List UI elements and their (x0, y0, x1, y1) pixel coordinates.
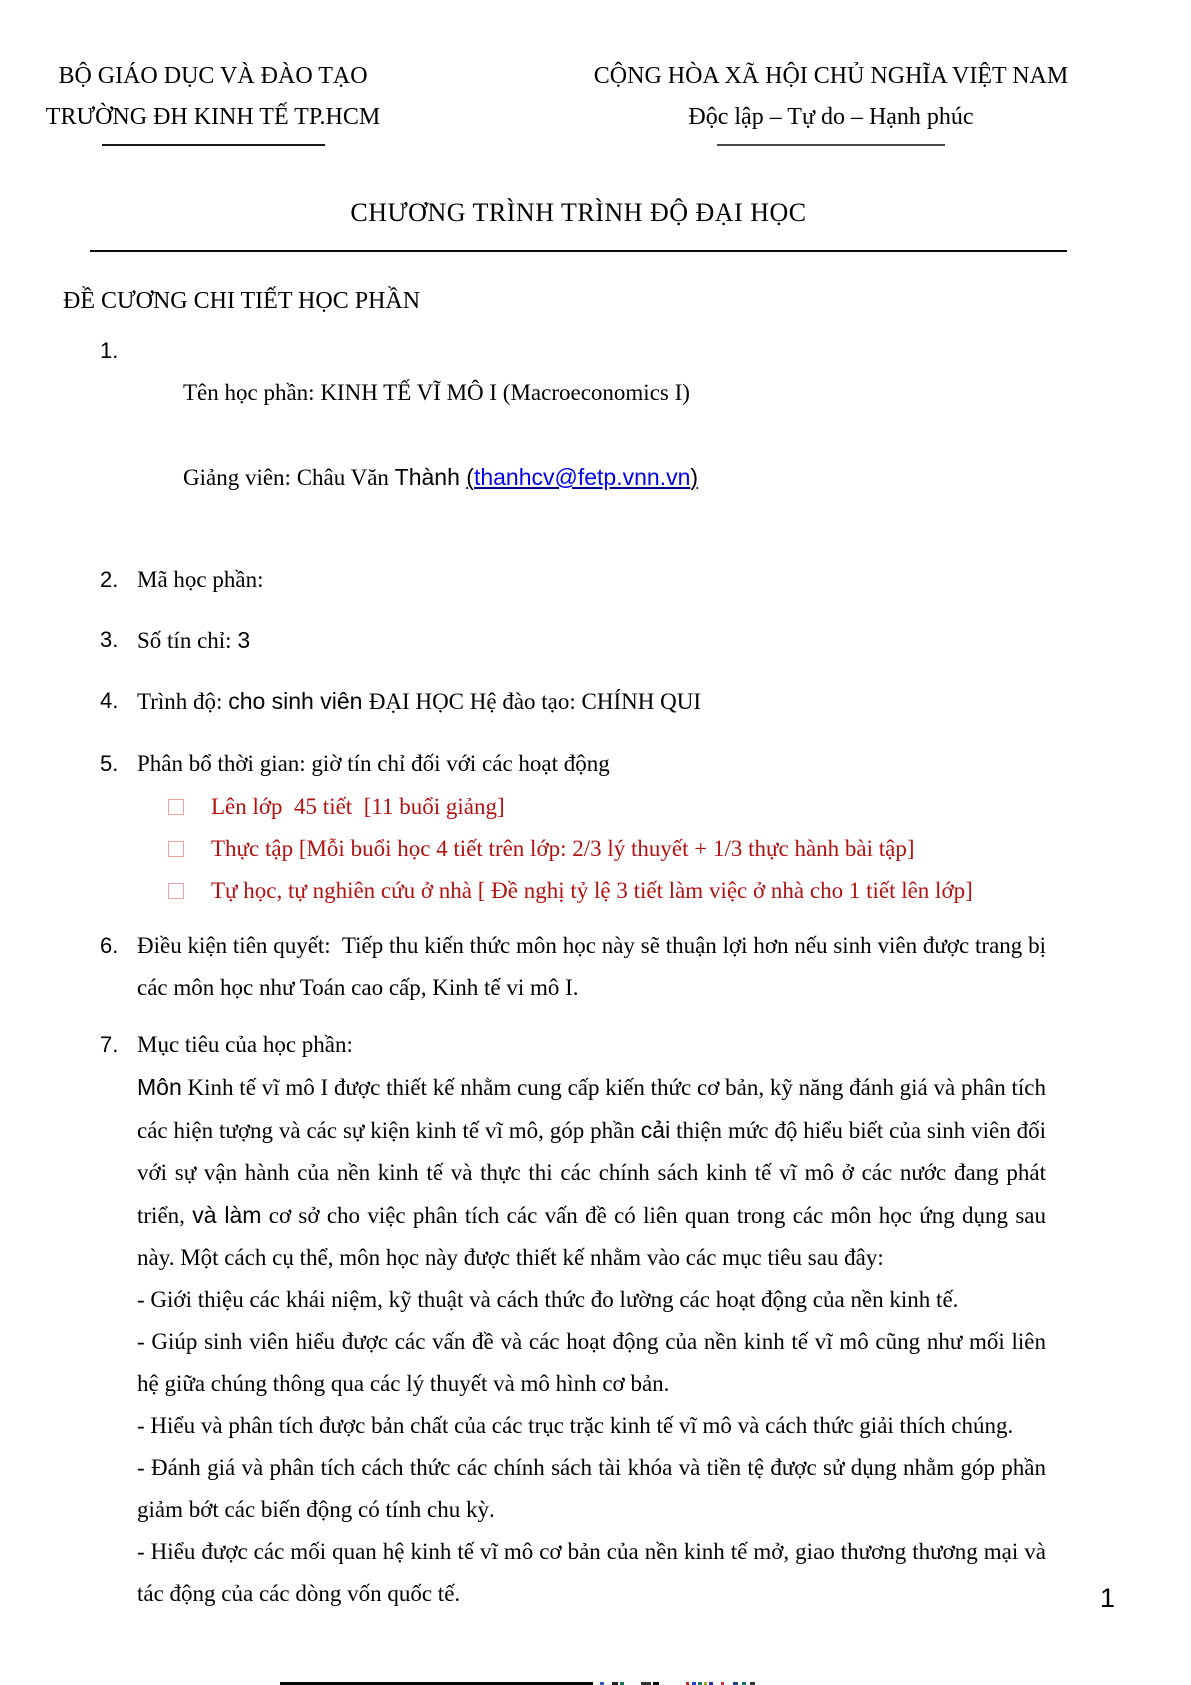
objective-item: - Hiểu được các mối quan hệ kinh tế vĩ mô cơ bản của nền kinh tế mở, giao thương thương mại và tác động của các dòng vốn quốc tế. (137, 1539, 1052, 1606)
paren-open: ( (466, 464, 474, 490)
course-name: Tên học phần: KINH TẾ VĨ MÔ I (Macroeconomics I) (183, 380, 690, 405)
header-left-block (38, 56, 388, 146)
paren-close: ) (690, 464, 699, 490)
objective-item: - Giúp sinh viên hiểu được các vấn đề và các hoạt động của nền kinh tế vĩ mô cũng như mối liên hệ giữa chúng thông qua các lý thuyết và mô hình cơ bản. (137, 1329, 1052, 1396)
syllabus-content (100, 330, 1052, 1615)
credit-label: Số tín chỉ: (137, 628, 238, 653)
syllabus-item-2 (100, 559, 1046, 601)
item-3-number: 3. (100, 627, 119, 652)
para-fragment: thiện mức độ hiểu biết của sinh viên đối với sự vận hành của nền kinh tế và thực thi các chính sách kinh tế vĩ mô ở các nước đang phát triển, (137, 1118, 1052, 1228)
list-item (168, 870, 1046, 912)
level-audience: cho sinh viên (228, 688, 369, 714)
course-code-label: Mã học phần: (137, 567, 264, 592)
national-motto: Độc lập – Tự do – Hạnh phúc (688, 104, 974, 130)
objectives-block (137, 1066, 1052, 1615)
title-rule (90, 250, 1067, 252)
bullet-practice: Thực tập [Mỗi buổi học 4 tiết trên lớp: 2/3 lý thuyết + 1/3 thực hành bài tập] (211, 836, 915, 861)
para-fragment: cải (640, 1117, 671, 1143)
objective-item: - Đánh giá và phân tích cách thức các chính sách tài khóa và tiền tệ được sử dụng nhằm góp phần giảm bớt các biến động có tính chu kỳ. (137, 1455, 1052, 1522)
objectives-paragraph (137, 1066, 1052, 1279)
para-fragment: cơ sở cho việc phân tích các vấn đề có liên quan trong các môn học ứng dụng sau này. Một cách cụ thể, môn học này được thiết kế nhằm vào các mục tiêu sau đây: (137, 1203, 1052, 1270)
para-fragment: và làm (192, 1202, 262, 1228)
level-detail: ĐẠI HỌC Hệ đào tạo: CHÍNH QUI (368, 689, 701, 714)
credit-count (137, 619, 1046, 662)
university-name: TRƯỜNG ĐH KINH TẾ TP.HCM (45, 104, 381, 130)
lecturer-name: Thành (394, 464, 467, 490)
empty-checkbox-icon (168, 799, 184, 815)
item-5-number: 5. (100, 751, 119, 776)
item-1-text (137, 330, 1046, 541)
level-label: Trình độ: (137, 689, 229, 714)
syllabus-item-7 (100, 1024, 1046, 1066)
item-6-number: 6. (100, 933, 119, 958)
lecturer-prefix: Giảng viên: Châu Văn (183, 465, 395, 490)
list-item (168, 828, 1046, 870)
item-1-number: 1. (100, 338, 119, 363)
objectives-heading: Mục tiêu của học phần: (137, 1032, 353, 1057)
objective-item: - Giới thiệu các khái niệm, kỹ thuật và cách thức đo lường các hoạt động của nền kinh tế. (137, 1287, 959, 1312)
para-fragment: Kinh tế vĩ mô I được thiết kế nhằm cung cấp kiến thức cơ bản, kỹ năng đánh giá và phân tích các hiện tượng và các sự kiện kinh tế vĩ mô, góp phần (137, 1075, 1052, 1143)
empty-checkbox-icon (168, 841, 184, 857)
syllabus-item-6 (100, 925, 1052, 1009)
item-2-number: 2. (100, 567, 119, 592)
header-left-underline (102, 144, 325, 146)
page-number: 1 (1100, 1583, 1116, 1613)
syllabus-heading: ĐỀ CƯƠNG CHI TIẾT HỌC PHẦN (63, 288, 421, 314)
bullet-self-study: Tự học, tự nghiên cứu ở nhà [ Đề nghị tỷ lệ 3 tiết làm việc ở nhà cho 1 tiết lên lớp] (211, 878, 973, 903)
program-title: CHƯƠNG TRÌNH TRÌNH ĐỘ ĐẠI HỌC (350, 198, 807, 227)
item-4-number: 4. (100, 688, 119, 713)
time-allocation-heading: Phân bổ thời gian: giờ tín chỉ đối với các hoạt động (137, 751, 610, 776)
document-header (0, 0, 1191, 146)
syllabus-item-1 (100, 330, 1046, 541)
time-allocation-list (168, 786, 1046, 912)
lecturer-email-link[interactable]: thanhcv@fetp.vnn.vn (473, 464, 691, 490)
bullet-lecture-hours: Lên lớp 45 tiết [11 buổi giảng] (211, 794, 505, 819)
credit-value: 3 (237, 627, 251, 653)
republic-title: CỘNG HÒA XÃ HỘI CHỦ NGHĨA VIỆT NAM (593, 63, 1069, 89)
empty-checkbox-icon (168, 883, 184, 899)
item-7-number: 7. (100, 1032, 119, 1057)
syllabus-item-5 (100, 743, 1046, 785)
ministry-name: BỘ GIÁO DỤC VÀ ĐÀO TẠO (58, 63, 368, 89)
objective-item: - Hiểu và phân tích được bản chất của các trục trặc kinh tế vĩ mô và cách thức giải thích chúng. (137, 1413, 1014, 1438)
next-page-edge (0, 1681, 1191, 1685)
header-right-block (591, 56, 1071, 146)
syllabus-item-3 (100, 619, 1046, 662)
header-right-underline (717, 144, 945, 146)
list-item (168, 786, 1046, 828)
prerequisites-text: Điều kiện tiên quyết: Tiếp thu kiến thức môn học này sẽ thuận lợi hơn nếu sinh viên được trang bị các môn học như Toán cao cấp, Kinh tế vi mô I. (137, 933, 1052, 1000)
syllabus-item-4 (100, 680, 1046, 723)
level-line (137, 680, 1046, 723)
para-fragment: Môn (137, 1074, 182, 1100)
